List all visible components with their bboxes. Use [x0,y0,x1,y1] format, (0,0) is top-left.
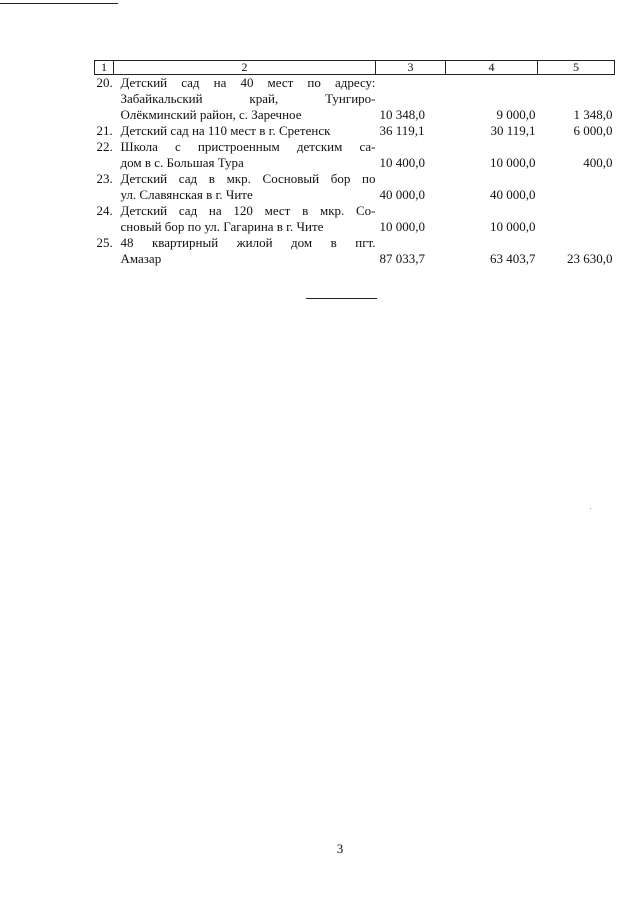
total-value-cell: 40 000,0 [379,187,425,202]
scan-speck [590,508,591,509]
table-header-cell: 1 [95,61,114,75]
part-a-value-cell: 10 000,0 [490,155,536,170]
table-row [95,235,615,267]
object-name-cell [95,75,376,124]
object-name-line: Забайкальский край, Тунгиро- [120,91,376,106]
table-header-cell: 5 [538,61,615,75]
part-a-value-cell: 63 403,7 [490,251,536,266]
object-name-line: 48 квартирный жилой дом в пгт. [120,235,376,250]
part-a-value-cell: 40 000,0 [490,187,536,202]
table-row [95,123,615,139]
total-value-cell: 10 000,0 [379,219,425,234]
object-name-cell [95,235,376,267]
object-name-line: Детский сад в мкр. Сосновый бор по [120,171,376,186]
table-header-cell: 2 [114,61,376,75]
table-row [95,75,615,124]
object-name-line: сновый бор по ул. Гагарина в г. Чите [120,219,324,234]
table-header-row [95,61,615,75]
total-value-cell: 10 348,0 [379,107,425,122]
total-value-cell: 10 400,0 [379,155,425,170]
object-name-line: Детский сад на 120 мест в мкр. Со- [120,203,376,218]
object-name-cell [95,123,376,139]
object-name-cell [95,171,376,203]
object-name-line: Детский сад на 110 мест в г. Сретенск [120,123,331,138]
object-name-line: Амазар [120,251,162,266]
page-number: 3 [336,841,344,856]
table-row [95,139,615,171]
total-value-cell: 36 119,1 [379,123,425,138]
part-b-value-cell [538,171,615,203]
part-a-value-cell: 10 000,0 [490,219,536,234]
part-b-value-cell: 6 000,0 [573,123,613,138]
object-name-line: Детский сад на 40 мест по адресу: [120,75,376,90]
total-value-cell: 87 033,7 [379,251,425,266]
data-table [94,60,615,267]
object-name-line: Школа с пристроенным детским са- [120,139,376,154]
top-horizontal-rule [0,3,118,4]
object-name-line: дом в с. Большая Тура [120,155,244,170]
table-row [95,203,615,235]
object-name-line: ул. Славянская в г. Чите [120,187,253,202]
part-b-value-cell [538,203,615,235]
table-row [95,171,615,203]
row-number: 20. [96,75,113,90]
table-header-cell: 3 [376,61,446,75]
part-a-value-cell: 9 000,0 [496,107,536,122]
object-name-cell [95,203,376,235]
row-number: 25. [96,235,113,250]
part-b-value-cell: 400,0 [583,155,613,170]
row-number: 23. [96,171,113,186]
object-name-line: Олёкминский район, с. Заречное [120,107,302,122]
table-end-rule [306,298,377,299]
part-b-value-cell: 23 630,0 [567,251,613,266]
row-number: 24. [96,203,113,218]
row-number: 21. [96,123,113,138]
part-a-value-cell: 30 119,1 [490,123,536,138]
row-number: 22. [96,139,113,154]
object-name-cell [95,139,376,171]
table-header-cell: 4 [446,61,538,75]
part-b-value-cell: 1 348,0 [573,107,613,122]
